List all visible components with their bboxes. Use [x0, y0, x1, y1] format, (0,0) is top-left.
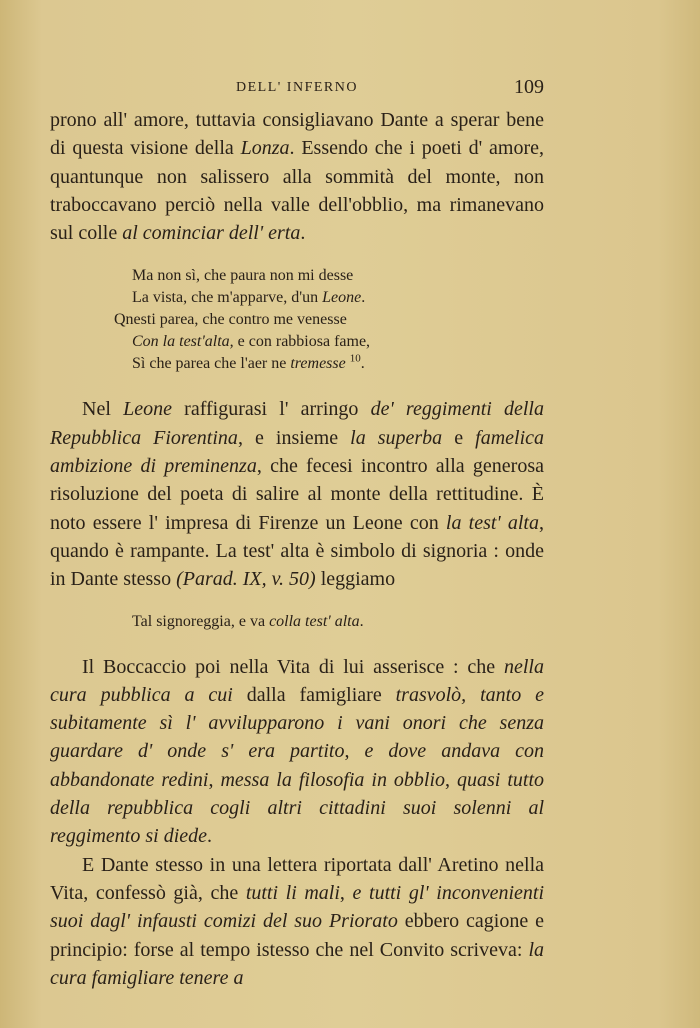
- footnote-ref: 10: [349, 353, 361, 366]
- page-number: 109: [514, 76, 544, 98]
- verse-block: [114, 265, 544, 375]
- verse-line-4: Con la test'alta, e con rabbiosa fame,: [132, 333, 371, 351]
- paragraph-4: E Dante stesso in una lettera riportata dall' Aretino nella Vita, confessò già, che tutti li mali, e tutti gl' inconvenienti suoi dagl' infausti comizi del suo Priorato ebbero cagione e principio: forse al tempo istesso che nel Convito scriveva: la cura famigliare tenere a: [50, 853, 545, 989]
- paragraph-2: Nel Leone raffigurasi l' arringo de' reggimenti della Repubblica Fiorentina, e insieme la superba e famelica ambizione di preminenza, che fecesi incontro alla generosa risoluzione del poeta di salire al monte della rettitudine. È noto essere l' impresa di Firenze un Leone con la test' alta, quando è rampante. La test' alta è simbolo di signoria : onde in Dante stesso (Parad. IX, v. 50) leggiamo: [50, 398, 545, 591]
- verse-line-5: Sì che parea che l'aer ne tremesse $^{10}$.: [132, 353, 365, 373]
- paragraph-1: prono all' amore, tuttavia consigliavano Dante a sperar bene di questa visione della Lonza. Essendo che i poeti d' amore, quantunque non salissero alla sommità del monte, non traboccavano perciò nella valle dell'obblio, ma rimanevano sul colle al cominciar dell' erta.: [50, 109, 544, 245]
- running-head: DELL' INFERNO: [236, 80, 358, 95]
- page-body: [50, 106, 544, 992]
- verse-line-3: Qnesti parea, che contro me venesse: [114, 311, 347, 329]
- quote-line: Tal signoreggia, e va colla test' alta.: [132, 612, 364, 630]
- paragraph-3: Il Boccaccio poi nella Vita di lui asserisce : che nella cura pubblica a cui dalla famigliare trasvolò, tanto e subitamente sì l' avvilupparono i vani onori che senza guardare d' onde s' era partito, e dove andava con abbandonate redini, messa la filosofia in obblio, quasi tutto della repubblica cogli altri cittadini suoi solenni al reggimento si diede.: [50, 655, 545, 848]
- page-header: [50, 76, 544, 102]
- verse-line-2: La vista, che m'apparve, d'un Leone.: [132, 289, 366, 307]
- verse-line-1: Ma non sì, che paura non mi desse: [132, 267, 354, 285]
